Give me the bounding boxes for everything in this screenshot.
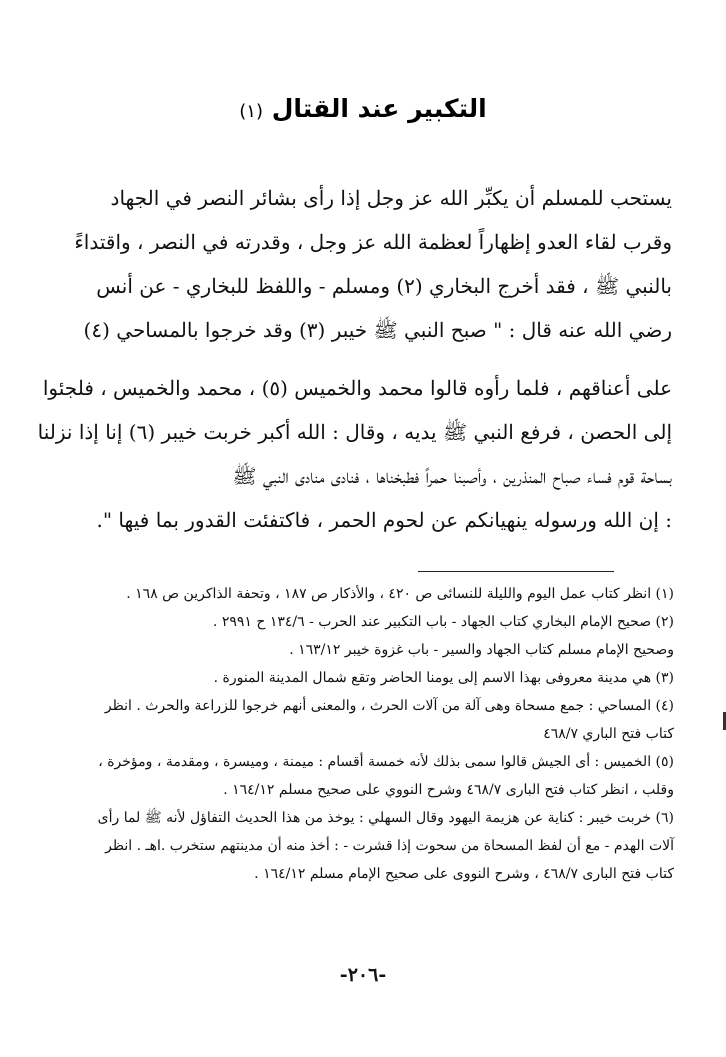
footnote-4: (٤) المساحي : جمع مسحاة وهى آلة من آلات الحرث ، والمعنى أنهم خرجوا للزراعة والحرث . انظر [104,698,674,714]
footnote-2-cont: وصحيح الإمام مسلم كتاب الجهاد والسير - باب غزوة خيبر ١٦٣/١٢ . [289,642,674,658]
text-line: وقرب لقاء العدو إظهاراً لعظمة الله عز وجل ، وقدرته في النصر ، واقتداءً [74,230,672,254]
text-line: يستحب للمسلم أن يكبِّر الله عز وجل إذا رأى بشائر النصر في الجهاد [110,186,672,210]
text-line: بساحة قوم فساء صباح المنذرين ، وأصبنا حمراً فطبخناها ، فنادى منادى النبي ﷺ [232,464,672,488]
footnotes [64,580,674,888]
footnote-6-cont: آلات الهدم - مع أن لفظ المسحاة من سحوت إذا قشرت - : أخذ منه أن مدينتهم ستخرب .اهـ . انظر [105,838,674,854]
footnote-6: (٦) خربت خيبر : كناية عن هزيمة اليهود وقال السهلي : يوخذ من هذا الحديث التفاؤل لأنه ﷺ لما رأى [97,810,674,826]
text-line: رضي الله عنه قال : " صبح النبي ﷺ خيبر (٣) وقد خرجوا بالمساحي (٤) [83,318,672,342]
paragraph-1 [66,176,672,352]
footnote-3: (٣) هي مدينة معروفى بهذا الاسم إلى يومنا الحاضر وتقع شمال المدينة المنورة . [213,670,674,686]
footnote-4-cont: كتاب فتح الباري ٤٦٨/٧ [543,726,674,742]
paragraph-2 [37,366,672,542]
text-line: بالنبي ﷺ ، فقد أخرج البخاري (٢) ومسلم - واللفظ للبخاري - عن أنس [96,274,672,298]
footnote-5-cont: وقلب ، انظر كتاب فتح البارى ٤٦٨/٧ وشرح النووي على صحيح مسلم ١٦٤/١٢ . [223,782,674,798]
footnote-5: (٥) الخميس : أى الجيش قالوا سمى بذلك لأنه خمسة أقسام : ميمنة ، وميسرة ، ومقدمة ، ومؤخرة ، [98,754,674,770]
footnote-2: (٢) صحيح الإمام البخاري كتاب الجهاد - باب التكبير عند الحرب - ١٣٤/٦ ح ٢٩٩١ . [212,614,674,630]
footnote-6-cont: كتاب فتح البارى ٤٦٨/٧ ، وشرح النووى على صحيح الإمام مسلم ١٦٤/١٢ . [254,866,674,882]
title-footnote-ref: (١) [239,101,263,122]
title-text: التكبير عند القتال [271,94,487,123]
footnote-1: (١) انظر كتاب عمل اليوم والليلة للنسائى ص ٤٢٠ ، والأذكار ص ١٨٧ ، وتحفة الذاكرين ص ١٦٨ . [126,586,674,602]
text-line: إلى الحصن ، فرفع النبي ﷺ يديه ، وقال : الله أكبر خربت خيبر (٦) إنا إذا نزلنا [37,420,672,444]
page-number: -٢٠٦- [339,964,387,986]
footnote-divider [418,571,614,572]
text-line: : إن الله ورسوله ينهيانكم عن لحوم الحمر ، فاكتفئت القدور بما فيها ". [96,508,672,532]
page-title [0,94,726,123]
text-line: على أعناقهم ، فلما رأوه قالوا محمد والخميس (٥) ، محمد والخميس ، فلجئوا [42,376,672,400]
